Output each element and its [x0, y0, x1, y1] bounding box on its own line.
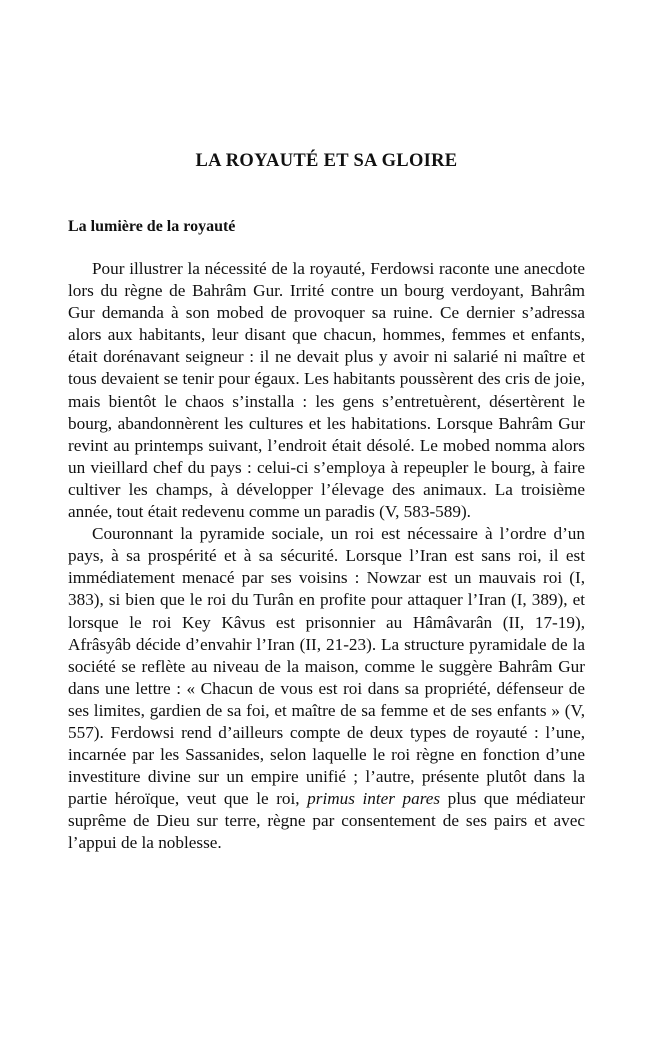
paragraph-1: Pour illustrer la nécessité de la royauté, Ferdowsi raconte une anecdote lors du règne de Bahrâm Gur. Irrité contre un bourg verdoyant, Bahrâm Gur demanda à son mobed de provoquer sa ruine. Ce dernier s’adressa alors aux habitants, leur disant que chacun, hommes, femmes et enfants, était dorénavant seigneur : il ne devait plus y avoir ni salarié ni maître et tous devaient se tenir pour égaux. Les habitants poussèrent des cris de joie, mais bientôt le chaos s’installa : les gens s’entretuèrent, désertèrent le bourg, abandonnèrent les cultures et les habitations. Lorsque Bahrâm Gur revint au printemps suivant, l’endroit était désolé. Le mobed nomma alors un vieillard chef du pays : celui-ci s’employa à repeupler le bourg, à faire cultiver les champs, à développer l’élevage des animaux. La troisième année, tout était redevenu comme un paradis (V, 583-589). — [68, 259, 585, 522]
body-text — [68, 258, 585, 855]
paragraph-2 — [68, 523, 585, 854]
document-page — [68, 0, 585, 1037]
chapter-title: LA ROYAUTÉ ET SA GLOIRE — [195, 151, 458, 171]
section-title: La lumière de la royauté — [68, 218, 236, 235]
paragraph-2-latin-phrase: primus inter pares — [307, 789, 441, 809]
paragraph-2-text-after: plus que médiateur suprême de Dieu sur terre, règne par consentement de ses pairs et avec l’appui de la noblesse. — [68, 789, 585, 853]
paragraph-2-text-before: Couronnant la pyramide sociale, un roi est nécessaire à l’ordre d’un pays, à sa prospérité et à sa sécurité. Lorsque l’Iran est sans roi, il est immédiatement menacé par ses voisins : Nowzar est un mauvais roi (I, 383), si bien que le roi du Turân en profite pour attaquer l’Iran (I, 389), et lorsque le roi Key Kâvus est prisonnier au Hâmâvarân (II, 17-19), Afrâsyâb décide d’envahir l’Iran (II, 21-23). La structure pyramidale de la société se reflète au niveau de la maison, comme le suggère Bahrâm Gur dans une lettre : « Chacun de vous est roi dans sa propriété, défenseur de ses limites, gardien de sa foi, et maître de sa femme et de ses enfants » (V, 557). Ferdowsi rend d’ailleurs compte de deux types de royauté : l’une, incarnée par les Sassanides, selon laquelle le roi règne en fonction d’une investiture divine sur un empire unifié ; l’autre, présente plutôt dans la partie héroïque, veut que le roi, — [68, 524, 585, 809]
